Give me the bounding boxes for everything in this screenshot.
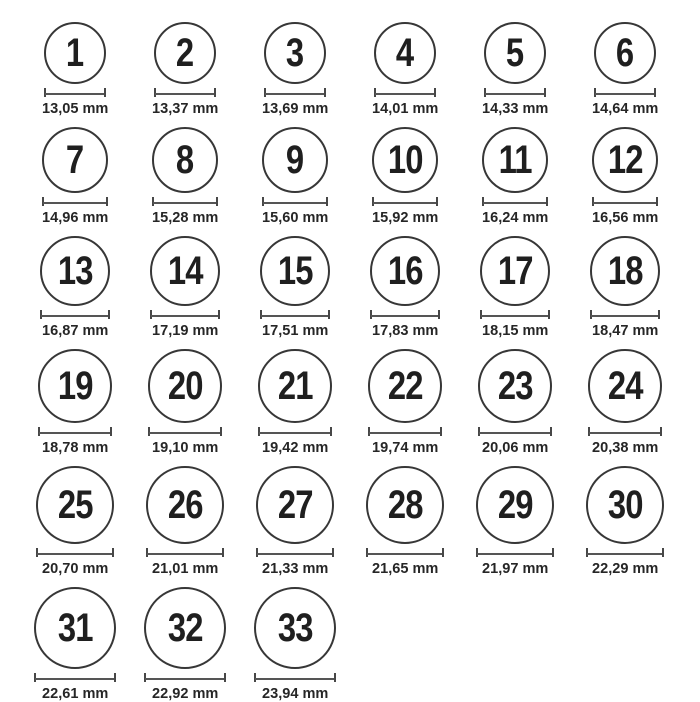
- ring-circle: [372, 127, 438, 193]
- diameter-measure-line: [148, 427, 222, 436]
- diameter-label: 23,94 mm: [261, 685, 329, 702]
- measure-tick-right-icon: [436, 197, 438, 206]
- ring-size-number: 24: [607, 364, 643, 408]
- ring-cell: [350, 349, 460, 455]
- ring-circle: [260, 236, 330, 306]
- diameter-label: 22,61 mm: [41, 685, 109, 702]
- measure-tick-right-icon: [104, 88, 106, 97]
- diameter-label: 20,06 mm: [481, 439, 549, 456]
- ring-cell: [240, 236, 350, 338]
- ring-size-number: 31: [57, 606, 93, 650]
- ring-circle: [254, 587, 336, 669]
- ring-size-number: 32: [167, 606, 203, 650]
- ring-size-number: 4: [396, 31, 414, 75]
- ring-circle: [366, 466, 444, 544]
- ring-circle: [594, 22, 656, 84]
- ring-cell: [20, 466, 130, 576]
- ring-size-number: 13: [57, 249, 93, 293]
- diameter-measure-line: [374, 88, 436, 97]
- ring-row: [20, 127, 680, 225]
- measure-bar: [369, 432, 441, 434]
- diameter-measure-line: [34, 673, 116, 682]
- ring-cell: [240, 587, 350, 701]
- measure-tick-right-icon: [662, 548, 664, 557]
- ring-cell: [570, 127, 680, 225]
- measure-bar: [477, 553, 553, 555]
- measure-tick-right-icon: [324, 88, 326, 97]
- diameter-label: 17,19 mm: [151, 322, 219, 339]
- ring-cell: [350, 127, 460, 225]
- ring-cell: [460, 127, 570, 225]
- ring-size-number: 15: [277, 249, 313, 293]
- diameter-label: 20,38 mm: [591, 439, 659, 456]
- ring-circle: [592, 127, 658, 193]
- ring-cell: [460, 349, 570, 455]
- ring-size-number: 20: [167, 364, 203, 408]
- measure-bar: [255, 678, 335, 680]
- measure-bar: [485, 93, 545, 95]
- ring-circle: [588, 349, 662, 423]
- diameter-label: 16,56 mm: [591, 209, 659, 226]
- diameter-measure-line: [592, 197, 658, 206]
- measure-tick-right-icon: [654, 88, 656, 97]
- diameter-label: 16,24 mm: [481, 209, 549, 226]
- measure-bar: [41, 315, 109, 317]
- ring-row: [20, 587, 680, 701]
- diameter-label: 19,42 mm: [261, 439, 329, 456]
- diameter-label: 21,01 mm: [151, 560, 219, 577]
- ring-circle: [148, 349, 222, 423]
- ring-circle: [478, 349, 552, 423]
- ring-cell: [240, 22, 350, 116]
- measure-tick-right-icon: [108, 310, 110, 319]
- ring-circle: [44, 22, 106, 84]
- measure-tick-right-icon: [106, 197, 108, 206]
- measure-bar: [37, 553, 113, 555]
- measure-tick-right-icon: [658, 310, 660, 319]
- diameter-measure-line: [146, 548, 224, 557]
- measure-tick-right-icon: [334, 673, 336, 682]
- diameter-label: 18,47 mm: [591, 322, 659, 339]
- ring-circle: [370, 236, 440, 306]
- diameter-measure-line: [44, 88, 106, 97]
- ring-circle: [264, 22, 326, 84]
- measure-tick-right-icon: [112, 548, 114, 557]
- diameter-measure-line: [38, 427, 112, 436]
- diameter-label: 21,65 mm: [371, 560, 439, 577]
- measure-tick-right-icon: [214, 88, 216, 97]
- measure-bar: [595, 93, 655, 95]
- ring-cell: [130, 22, 240, 116]
- diameter-label: 19,10 mm: [151, 439, 219, 456]
- diameter-label: 13,05 mm: [41, 100, 109, 117]
- ring-cell: [460, 466, 570, 576]
- diameter-measure-line: [260, 310, 330, 319]
- measure-tick-right-icon: [552, 548, 554, 557]
- diameter-label: 21,97 mm: [481, 560, 549, 577]
- ring-cell: [130, 236, 240, 338]
- diameter-measure-line: [366, 548, 444, 557]
- measure-tick-right-icon: [110, 427, 112, 436]
- measure-bar: [261, 315, 329, 317]
- ring-cell: [240, 466, 350, 576]
- diameter-measure-line: [594, 88, 656, 97]
- ring-size-number: 19: [57, 364, 93, 408]
- diameter-label: 15,60 mm: [261, 209, 329, 226]
- ring-cell: [20, 236, 130, 338]
- measure-tick-right-icon: [442, 548, 444, 557]
- ring-circle: [258, 349, 332, 423]
- measure-tick-right-icon: [440, 427, 442, 436]
- ring-size-number: 30: [607, 483, 643, 527]
- ring-size-number: 8: [176, 138, 194, 182]
- measure-tick-right-icon: [544, 88, 546, 97]
- ring-circle: [154, 22, 216, 84]
- ring-circle: [146, 466, 224, 544]
- ring-cell: [240, 349, 350, 455]
- diameter-label: 18,78 mm: [41, 439, 109, 456]
- measure-bar: [263, 202, 327, 204]
- measure-bar: [375, 93, 435, 95]
- diameter-label: 14,64 mm: [591, 100, 659, 117]
- measure-bar: [257, 553, 333, 555]
- ring-size-number: 27: [277, 483, 313, 527]
- diameter-measure-line: [254, 673, 336, 682]
- measure-bar: [43, 202, 107, 204]
- diameter-measure-line: [368, 427, 442, 436]
- ring-size-number: 14: [167, 249, 203, 293]
- ring-size-number: 6: [616, 31, 634, 75]
- ring-circle: [42, 127, 108, 193]
- ring-cell: [570, 349, 680, 455]
- ring-size-number: 28: [387, 483, 423, 527]
- measure-tick-right-icon: [218, 310, 220, 319]
- diameter-label: 13,69 mm: [261, 100, 329, 117]
- diameter-label: 20,70 mm: [41, 560, 109, 577]
- diameter-label: 18,15 mm: [481, 322, 549, 339]
- ring-size-number: 2: [176, 31, 194, 75]
- ring-cell: [130, 349, 240, 455]
- diameter-label: 14,33 mm: [481, 100, 549, 117]
- ring-row: [20, 466, 680, 576]
- ring-circle: [484, 22, 546, 84]
- ring-size-number: 29: [497, 483, 533, 527]
- ring-circle: [40, 236, 110, 306]
- ring-cell: [130, 466, 240, 576]
- measure-bar: [151, 315, 219, 317]
- ring-circle: [482, 127, 548, 193]
- diameter-measure-line: [152, 197, 218, 206]
- ring-cell: [460, 236, 570, 338]
- measure-bar: [479, 432, 551, 434]
- measure-bar: [373, 202, 437, 204]
- measure-bar: [45, 93, 105, 95]
- measure-bar: [35, 678, 115, 680]
- measure-tick-right-icon: [660, 427, 662, 436]
- ring-size-number: 1: [66, 31, 84, 75]
- ring-cell: [570, 466, 680, 576]
- ring-size-number: 10: [387, 138, 423, 182]
- ring-cell: [130, 127, 240, 225]
- ring-row: [20, 349, 680, 455]
- ring-size-number: 23: [497, 364, 533, 408]
- measure-bar: [483, 202, 547, 204]
- diameter-label: 19,74 mm: [371, 439, 439, 456]
- measure-bar: [367, 553, 443, 555]
- measure-tick-right-icon: [216, 197, 218, 206]
- measure-bar: [593, 202, 657, 204]
- ring-size-number: 16: [387, 249, 423, 293]
- ring-cell: [350, 466, 460, 576]
- measure-tick-right-icon: [328, 310, 330, 319]
- ring-size-number: 18: [607, 249, 643, 293]
- ring-circle: [150, 236, 220, 306]
- diameter-label: 17,51 mm: [261, 322, 329, 339]
- ring-circle: [476, 466, 554, 544]
- diameter-measure-line: [482, 197, 548, 206]
- ring-cell: [570, 22, 680, 116]
- ring-size-number: 26: [167, 483, 203, 527]
- diameter-measure-line: [476, 548, 554, 557]
- diameter-measure-line: [40, 310, 110, 319]
- measure-tick-right-icon: [330, 427, 332, 436]
- ring-cell: [130, 587, 240, 701]
- diameter-measure-line: [42, 197, 108, 206]
- ring-size-number: 5: [506, 31, 524, 75]
- diameter-measure-line: [372, 197, 438, 206]
- ring-circle: [368, 349, 442, 423]
- diameter-label: 14,01 mm: [371, 100, 439, 117]
- ring-circle: [374, 22, 436, 84]
- measure-tick-right-icon: [548, 310, 550, 319]
- measure-bar: [371, 315, 439, 317]
- ring-size-number: 33: [277, 606, 313, 650]
- ring-cell: [570, 236, 680, 338]
- ring-cell: [460, 22, 570, 116]
- diameter-measure-line: [588, 427, 662, 436]
- diameter-measure-line: [154, 88, 216, 97]
- measure-bar: [265, 93, 325, 95]
- measure-tick-right-icon: [224, 673, 226, 682]
- ring-size-number: 12: [607, 138, 643, 182]
- diameter-measure-line: [478, 427, 552, 436]
- measure-bar: [589, 432, 661, 434]
- diameter-label: 17,83 mm: [371, 322, 439, 339]
- ring-circle: [144, 587, 226, 669]
- measure-tick-right-icon: [434, 88, 436, 97]
- ring-size-number: 21: [277, 364, 313, 408]
- measure-tick-right-icon: [550, 427, 552, 436]
- ring-circle: [256, 466, 334, 544]
- ring-circle: [590, 236, 660, 306]
- diameter-label: 22,92 mm: [151, 685, 219, 702]
- ring-cell: [20, 22, 130, 116]
- measure-bar: [147, 553, 223, 555]
- measure-bar: [153, 202, 217, 204]
- ring-size-number: 11: [498, 138, 532, 182]
- diameter-measure-line: [484, 88, 546, 97]
- diameter-measure-line: [480, 310, 550, 319]
- diameter-label: 14,96 mm: [41, 209, 109, 226]
- diameter-measure-line: [144, 673, 226, 682]
- ring-row: [20, 22, 680, 116]
- ring-cell: [350, 22, 460, 116]
- ring-size-number: 25: [57, 483, 93, 527]
- ring-circle: [152, 127, 218, 193]
- diameter-measure-line: [150, 310, 220, 319]
- measure-bar: [259, 432, 331, 434]
- diameter-measure-line: [264, 88, 326, 97]
- ring-circle: [34, 587, 116, 669]
- diameter-measure-line: [262, 197, 328, 206]
- measure-tick-right-icon: [546, 197, 548, 206]
- diameter-label: 15,28 mm: [151, 209, 219, 226]
- diameter-measure-line: [590, 310, 660, 319]
- diameter-measure-line: [36, 548, 114, 557]
- diameter-label: 13,37 mm: [151, 100, 219, 117]
- ring-size-number: 9: [286, 138, 304, 182]
- measure-bar: [145, 678, 225, 680]
- ring-cell: [20, 349, 130, 455]
- ring-cell: [20, 127, 130, 225]
- diameter-measure-line: [256, 548, 334, 557]
- ring-size-number: 7: [66, 138, 84, 182]
- measure-tick-right-icon: [438, 310, 440, 319]
- ring-cell: [20, 587, 130, 701]
- measure-tick-right-icon: [656, 197, 658, 206]
- ring-circle: [36, 466, 114, 544]
- ring-cell: [350, 236, 460, 338]
- measure-tick-right-icon: [220, 427, 222, 436]
- measure-bar: [587, 553, 663, 555]
- ring-size-number: 17: [497, 249, 533, 293]
- ring-size-number: 22: [387, 364, 423, 408]
- measure-bar: [591, 315, 659, 317]
- diameter-label: 16,87 mm: [41, 322, 109, 339]
- diameter-label: 22,29 mm: [591, 560, 659, 577]
- measure-tick-right-icon: [332, 548, 334, 557]
- ring-cell: [240, 127, 350, 225]
- ring-circle: [262, 127, 328, 193]
- ring-circle: [586, 466, 664, 544]
- diameter-label: 21,33 mm: [261, 560, 329, 577]
- measure-bar: [155, 93, 215, 95]
- ring-size-number: 3: [286, 31, 304, 75]
- diameter-measure-line: [586, 548, 664, 557]
- ring-circle: [38, 349, 112, 423]
- measure-tick-right-icon: [114, 673, 116, 682]
- ring-row: [20, 236, 680, 338]
- measure-bar: [481, 315, 549, 317]
- diameter-measure-line: [370, 310, 440, 319]
- measure-bar: [149, 432, 221, 434]
- diameter-measure-line: [258, 427, 332, 436]
- ring-circle: [480, 236, 550, 306]
- measure-bar: [39, 432, 111, 434]
- measure-tick-right-icon: [222, 548, 224, 557]
- diameter-label: 15,92 mm: [371, 209, 439, 226]
- measure-tick-right-icon: [326, 197, 328, 206]
